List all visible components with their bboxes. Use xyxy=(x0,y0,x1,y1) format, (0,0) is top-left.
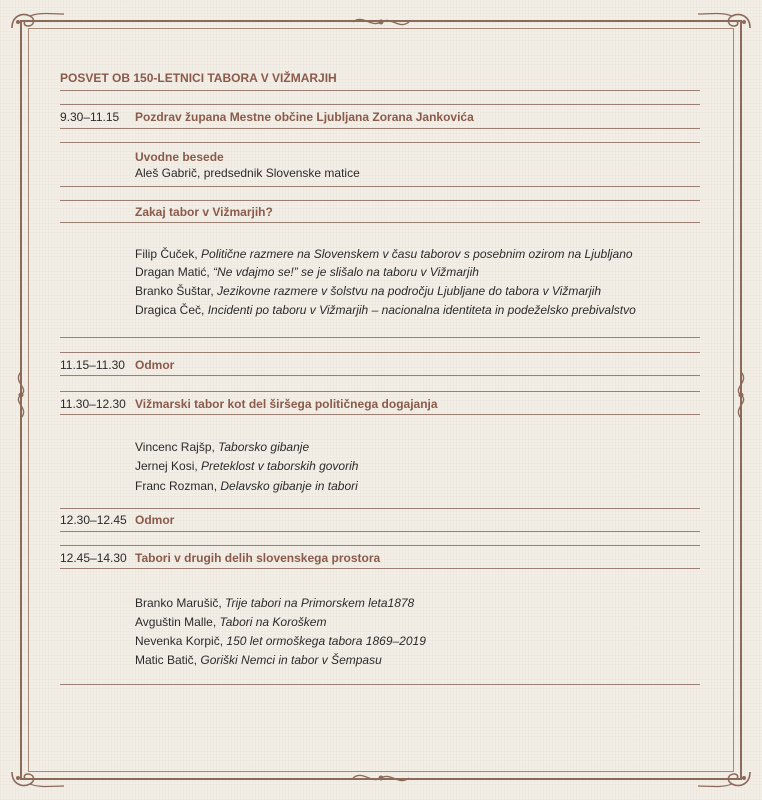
divider xyxy=(60,684,700,685)
corner-ornament-bottom-left-icon xyxy=(8,752,68,792)
talk-line xyxy=(135,459,358,474)
session-time: 12.45–14.30 xyxy=(60,551,127,565)
session-time: 9.30–11.15 xyxy=(60,110,120,124)
talk-line xyxy=(135,247,633,262)
talk-line xyxy=(135,615,326,630)
left-side-ornament-icon xyxy=(10,370,32,420)
talk-line xyxy=(135,653,382,668)
divider xyxy=(60,186,700,187)
page-title: POSVET OB 150-LETNICI TABORA V VIŽMARJIH xyxy=(60,71,337,85)
talk-speaker: Dragan Matić, xyxy=(135,265,214,279)
talk-line xyxy=(135,479,358,494)
session-time: 11.15–11.30 xyxy=(60,358,125,372)
divider xyxy=(60,222,700,223)
talk-speaker: Nevenka Korpič, xyxy=(135,634,227,648)
session-title: Zakaj tabor v Vižmarjih? xyxy=(135,205,273,219)
divider xyxy=(60,128,700,129)
divider xyxy=(60,508,700,509)
talk-topic: Trije tabori na Primorskem leta1878 xyxy=(225,596,415,610)
corner-ornament-top-left-icon xyxy=(8,8,68,48)
divider xyxy=(60,352,700,353)
talk-line xyxy=(135,596,414,611)
talk-topic: 150 let ormoškega tabora 1869–2019 xyxy=(226,634,426,648)
talk-line xyxy=(135,303,636,318)
divider xyxy=(60,104,700,105)
session-title: Pozdrav župana Mestne občine Ljubljana Zorana Jankovića xyxy=(135,110,474,124)
session-time: 11.30–12.30 xyxy=(60,397,126,411)
talk-speaker: Avguštin Malle, xyxy=(135,615,220,629)
session-title: Odmor xyxy=(135,358,175,372)
talk-topic: “Ne vdajmo se!” se je slišalo na taboru v Vižmarjih xyxy=(213,265,479,279)
session-title: Odmor xyxy=(135,513,175,527)
divider xyxy=(60,337,700,338)
corner-ornament-bottom-right-icon xyxy=(694,752,754,792)
talk-topic: Preteklost v taborskih govorih xyxy=(201,459,359,473)
talk-topic: Delavsko gibanje in tabori xyxy=(220,479,358,493)
talk-topic: Goriški Nemci in tabor v Šempasu xyxy=(200,653,382,667)
session-time: 12.30–12.45 xyxy=(60,513,127,527)
divider xyxy=(60,391,700,392)
right-side-ornament-icon xyxy=(730,370,752,420)
talk-speaker: Franc Rozman, xyxy=(135,479,221,493)
talk-topic: Incidenti po taboru v Vižmarjih – nacionalna identiteta in podeželsko prebivalstvo xyxy=(207,303,636,317)
talk-line xyxy=(135,265,479,280)
corner-ornament-top-right-icon xyxy=(694,8,754,48)
talk-speaker: Vincenc Rajšp, xyxy=(135,440,219,454)
talk-topic: Tabori na Koroškem xyxy=(219,615,327,629)
talk-topic: Politične razmere na Slovenskem v času taborov s posebnim ozirom na Ljubljano xyxy=(201,247,633,261)
talk-speaker: Branko Šuštar, xyxy=(135,284,218,298)
session-title: Vižmarski tabor kot del širšega političnega dogajanja xyxy=(135,397,438,411)
talk-line xyxy=(135,440,309,455)
divider xyxy=(60,414,700,415)
talk-line xyxy=(135,634,426,649)
talk-speaker: Branko Marušič, xyxy=(135,596,226,610)
talk-topic: Taborsko gibanje xyxy=(218,440,310,454)
divider xyxy=(60,200,700,201)
divider xyxy=(60,568,700,569)
divider xyxy=(60,90,700,91)
talk-speaker: Matic Batič, xyxy=(135,653,201,667)
talk-line xyxy=(135,284,601,299)
divider xyxy=(60,531,700,532)
talk-topic: Jezikovne razmere v šolstvu na področju Ljubljane do tabora v Vižmarjih xyxy=(217,284,602,298)
talk-speaker: Jernej Kosi, xyxy=(135,459,202,473)
talk-speaker: Dragica Čeč, xyxy=(135,303,208,317)
session-title: Tabori v drugih delih slovenskega prostora xyxy=(135,551,381,565)
session-title: Uvodne besede xyxy=(135,150,224,164)
divider xyxy=(60,545,700,546)
top-center-ornament-icon xyxy=(351,12,411,32)
divider xyxy=(60,375,700,376)
talk-speaker: Filip Čuček, xyxy=(135,247,202,261)
speaker-line: Aleš Gabrič, predsednik Slovenske matice xyxy=(135,166,360,180)
bottom-center-ornament-icon xyxy=(351,768,411,788)
divider xyxy=(60,142,700,143)
